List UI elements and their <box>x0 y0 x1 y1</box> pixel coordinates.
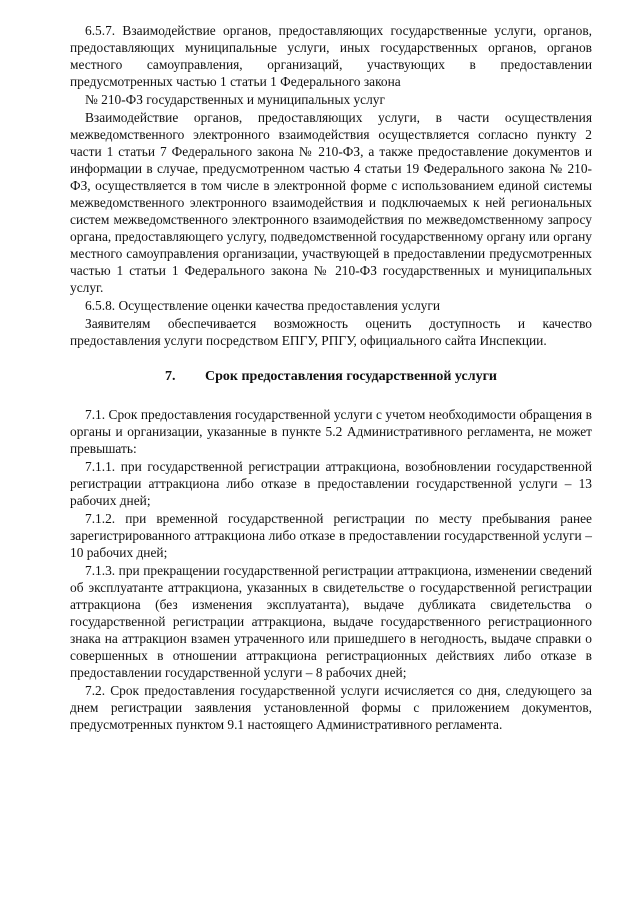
section-heading <box>70 369 592 385</box>
paragraph-interaction: Взаимодействие органов, предоставляющих услуги, в части осуществления межведомственного электронного взаимодействия осуществляется согласно пункту 2 части 1 статьи 7 Федерального закона № 210-ФЗ, а также предоставление документов и информации в случае, предусмотренном частью 4 статьи 19 Федерального закона № 210-ФЗ, осуществляется в том числе в электронной форме с использованием единой системы межведомственного электронного взаимодействия и подключаемых к ней региональных систем межведомственного электронного взаимодействия по межведомственному запросу органа, предоставляющего услугу, подведомственной государственному органу или органу местного самоуправления организации, участвующей в предоставлении предусмотренных частью 1 статьи 1 Федерального закона № 210-ФЗ государственных и муниципальных услуг. <box>70 110 592 295</box>
paragraph-6-5-8: 6.5.8. Осуществление оценки качества предоставления услуги <box>85 298 440 313</box>
document-page <box>70 22 592 734</box>
paragraph-evaluation: Заявителям обеспечивается возможность оценить доступность и качество предоставления услуги посредством ЕПГУ, РПГУ, официального сайта Инспекции. <box>70 316 592 348</box>
paragraph-6-5-7: 6.5.7. Взаимодействие органов, предоставляющих государственные услуги, органов, предоставляющих муниципальные услуги, иных государственных органов, органов местного самоуправления, организаций, участвующих в предоставлении предусмотренных частью 1 статьи 1 Федерального закона <box>70 23 592 89</box>
paragraph-7-2: 7.2. Срок предоставления государственной услуги исчисляется со дня, следующего за днем регистрации заявления установленной формы с приложением документов, предусмотренных пунктом 9.1 настоящего Административного регламента. <box>70 683 592 732</box>
paragraph-7-1-1: 7.1.1. при государственной регистрации аттракциона, возобновлении государственной регистрации аттракциона либо отказе в предоставлении государственной услуги – 13 рабочих дней; <box>70 459 592 508</box>
section-number: 7. <box>165 369 176 384</box>
section-title: Срок предоставления государственной услуги <box>205 369 497 384</box>
paragraph-7-1: 7.1. Срок предоставления государственной услуги с учетом необходимости обращения в органы и организации, указанные в пункте 5.2 Административного регламента, не может превышать: <box>70 407 592 456</box>
paragraph-7-1-3: 7.1.3. при прекращении государственной регистрации аттракциона, изменении сведений об эксплуатанте аттракциона, указанных в свидетельстве о государственной регистрации аттракциона (без изменения эксплуатанта), выдаче дубликата свидетельства о государственной регистрации аттракциона, выдаче государственного регистрационного знака на аттракцион взамен утраченного или пришедшего в негодность, выдаче справки о совершенных в отношении аттракциона регистрационных действиях либо отказе в предоставлении государственной услуги – 8 рабочих дней; <box>70 563 592 680</box>
paragraph-6-5-7-continuation: № 210-ФЗ государственных и муниципальных услуг <box>85 92 385 107</box>
paragraph-7-1-2: 7.1.2. при временной государственной регистрации по месту пребывания ранее зарегистрированного аттракциона либо отказе в предоставлении государственной услуги – 10 рабочих дней; <box>70 511 592 560</box>
